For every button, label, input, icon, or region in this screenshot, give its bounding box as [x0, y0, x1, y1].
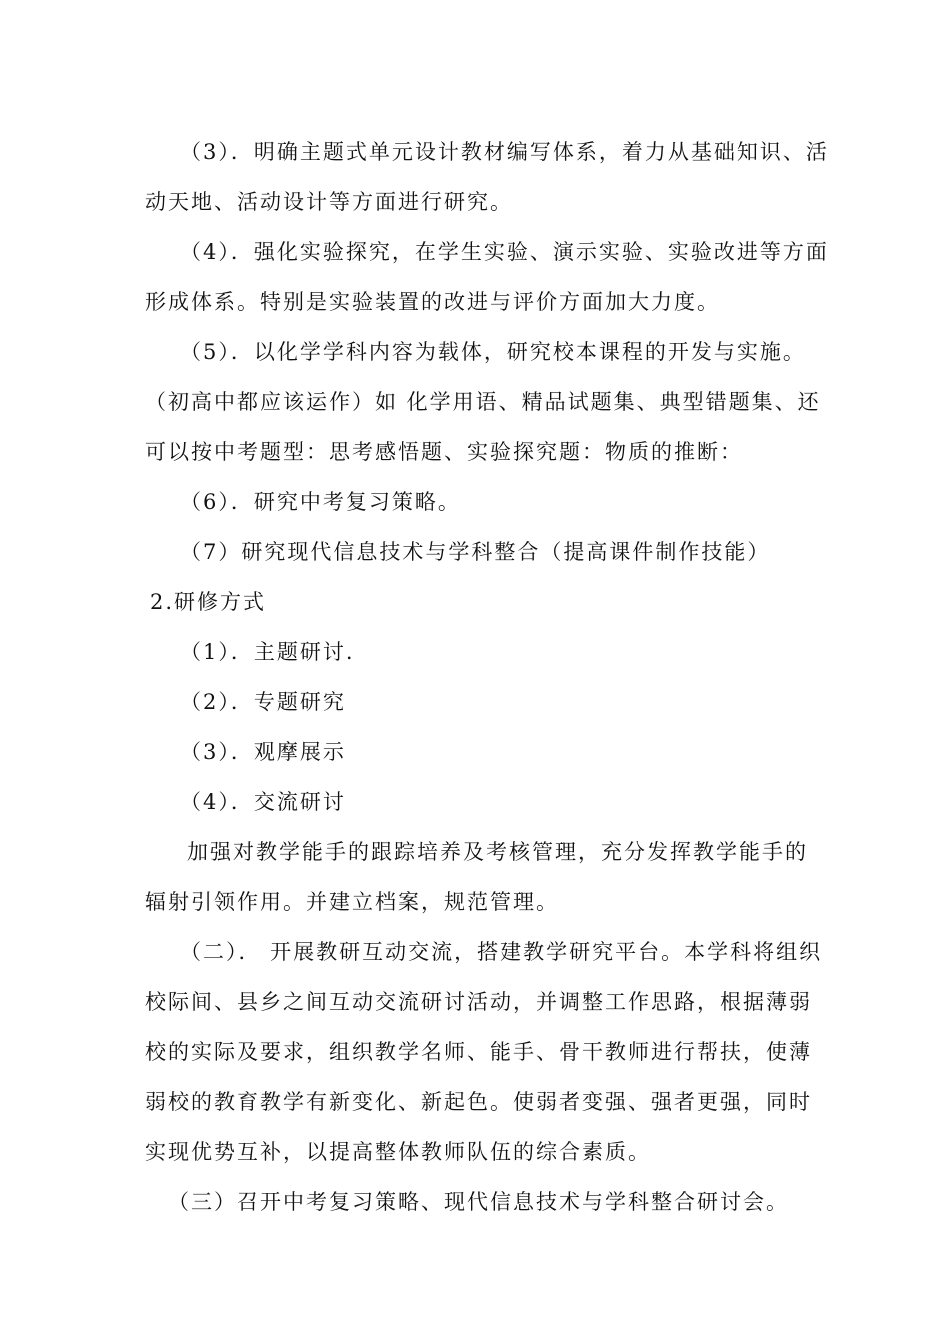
paragraph-section-two-line-3: 校的实际及要求，组织教学名师、能手、骨干教师进行帮扶，使薄: [145, 1040, 812, 1064]
paragraph-4-line-2: 形成体系。特别是实验装置的改进与评价方面加大力度。: [145, 290, 720, 314]
paragraph-teaching-experts-line-2: 辐射引领作用。并建立档案，规范管理。: [145, 890, 559, 914]
paragraph-3-line-2: 动天地、活动设计等方面进行研究。: [145, 190, 513, 214]
paragraph-6: （6）．研究中考复习策略。: [180, 490, 461, 514]
paragraph-7: （7）研究现代信息技术与学科整合（提高课件制作技能）: [180, 540, 771, 564]
paragraph-4-line-1: （4）．强化实验探究，在学生实验、演示实验、实验改进等方面: [180, 240, 829, 264]
paragraph-section-two-line-1: （二）． 开展教研互动交流，搭建教学研究平台。本学科将组织: [180, 940, 823, 964]
paragraph-5-line-2: （初高中都应该运作）如 化学用语、精品试题集、典型错题集、还: [145, 390, 821, 414]
paragraph-section-two-line-2: 校际间、县乡之间互动交流研讨活动，并调整工作思路，根据薄弱: [145, 990, 812, 1014]
method-item-3: （3）．观摩展示: [180, 740, 346, 764]
paragraph-teaching-experts-line-1: 加强对教学能手的跟踪培养及考核管理，充分发挥教学能手的: [187, 840, 808, 864]
paragraph-section-two-line-5: 实现优势互补，以提高整体教师队伍的综合素质。: [145, 1140, 651, 1164]
paragraph-section-two-line-4: 弱校的教育教学有新变化、新起色。使弱者变强、强者更强，同时: [145, 1090, 812, 1114]
method-item-1: （1）．主题研讨.: [180, 640, 355, 664]
paragraph-3-line-1: （3）．明确主题式单元设计教材编写体系，着力从基础知识、活: [180, 140, 829, 164]
method-item-2: （2）．专题研究: [180, 690, 346, 714]
method-item-4: （4）．交流研讨: [180, 790, 346, 814]
paragraph-5-line-1: （5）．以化学学科内容为载体，研究校本课程的开发与实施。: [180, 340, 806, 364]
paragraph-section-three: （三）召开中考复习策略、现代信息技术与学科整合研讨会。: [168, 1190, 789, 1214]
paragraph-5-line-3: 可以按中考题型：思考感悟题、实验探究题：物质的推断：: [145, 440, 743, 464]
section-heading-research-methods: 2.研修方式: [150, 590, 267, 614]
